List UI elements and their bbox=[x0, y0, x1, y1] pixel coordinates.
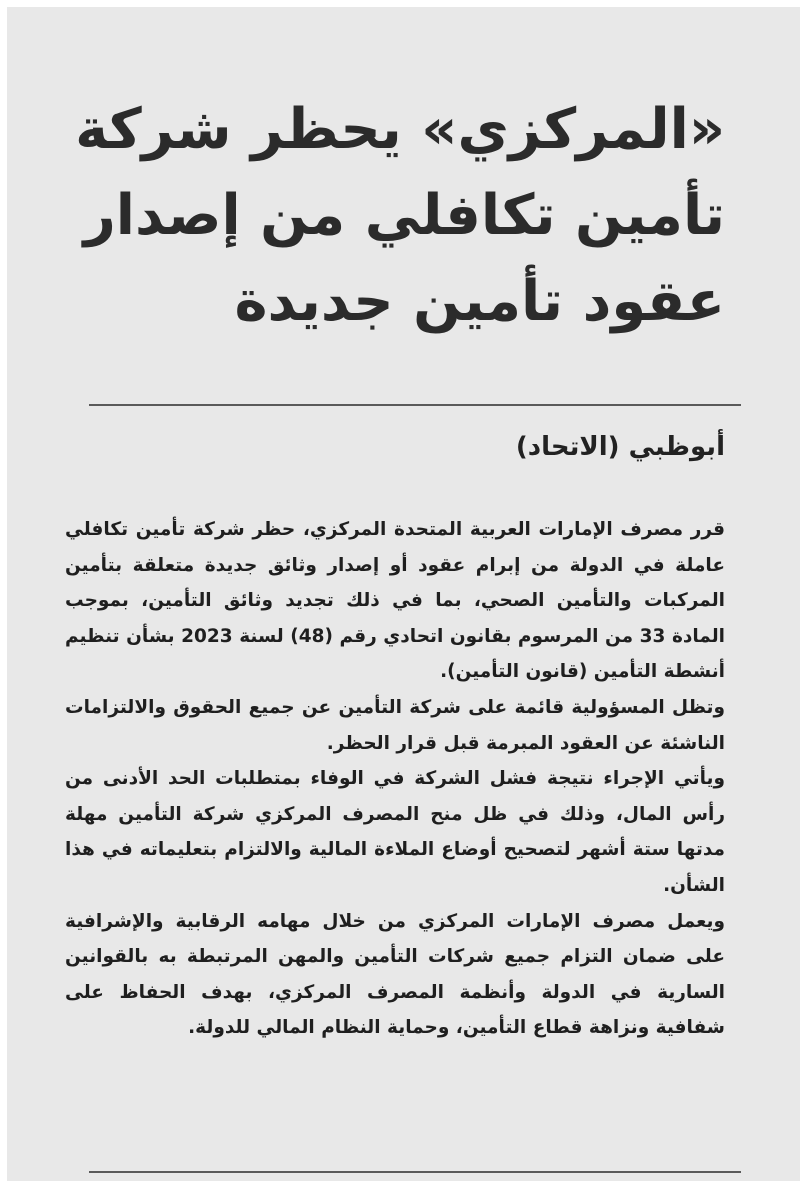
article-paragraph: وتظل المسؤولية قائمة على شركة التأمين عن جميع الحقوق والالتزامات الناشئة عن العقود المبرمة قبل قرار الحظر. bbox=[65, 696, 725, 754]
article-paragraph: ويعمل مصرف الإمارات المركزي من خلال مهامه الرقابية والإشرافية على ضمان التزام جميع شركات التأمين والمهن المرتبطة به بالقوانين السارية في الدولة وأنظمة المصرف المركزي، بهدف الحفاظ على شفافية ونزاهة قطاع التأمين، وحماية النظام المالي للدولة. bbox=[65, 910, 725, 1039]
article-dateline: أبوظبي (الاتحاد) bbox=[515, 432, 725, 462]
top-divider bbox=[89, 404, 741, 406]
article-paragraph: قرر مصرف الإمارات العربية المتحدة المركزي، حظر شركة تأمين تكافلي عاملة في الدولة من إبرام عقود أو إصدار وثائق جديدة متعلقة بتأمين المركبات والتأمين الصحي، بما في ذلك تجديد وثائق التأمين، بموجب المادة 33 من المرسوم بقانون اتحادي رقم (48) لسنة 2023 بشأن تنظيم أنشطة التأمين (قانون التأمين). bbox=[65, 519, 725, 683]
article-page bbox=[7, 7, 800, 1181]
article-headline: «المركزي» يحظر شركة تأمين تكافلي من إصدار عقود تأمين جديدة bbox=[75, 97, 725, 334]
article-paragraph: ويأتي الإجراء نتيجة فشل الشركة في الوفاء بمتطلبات الحد الأدنى من رأس المال، وذلك في ظل منح المصرف المركزي شركة التأمين مهلة مدتها ستة أشهر لتصحيح أوضاع الملاءة المالية والالتزام بتعليماته في هذا الشأن. bbox=[65, 768, 725, 896]
bottom-divider bbox=[89, 1171, 741, 1173]
article-body bbox=[65, 512, 725, 1046]
